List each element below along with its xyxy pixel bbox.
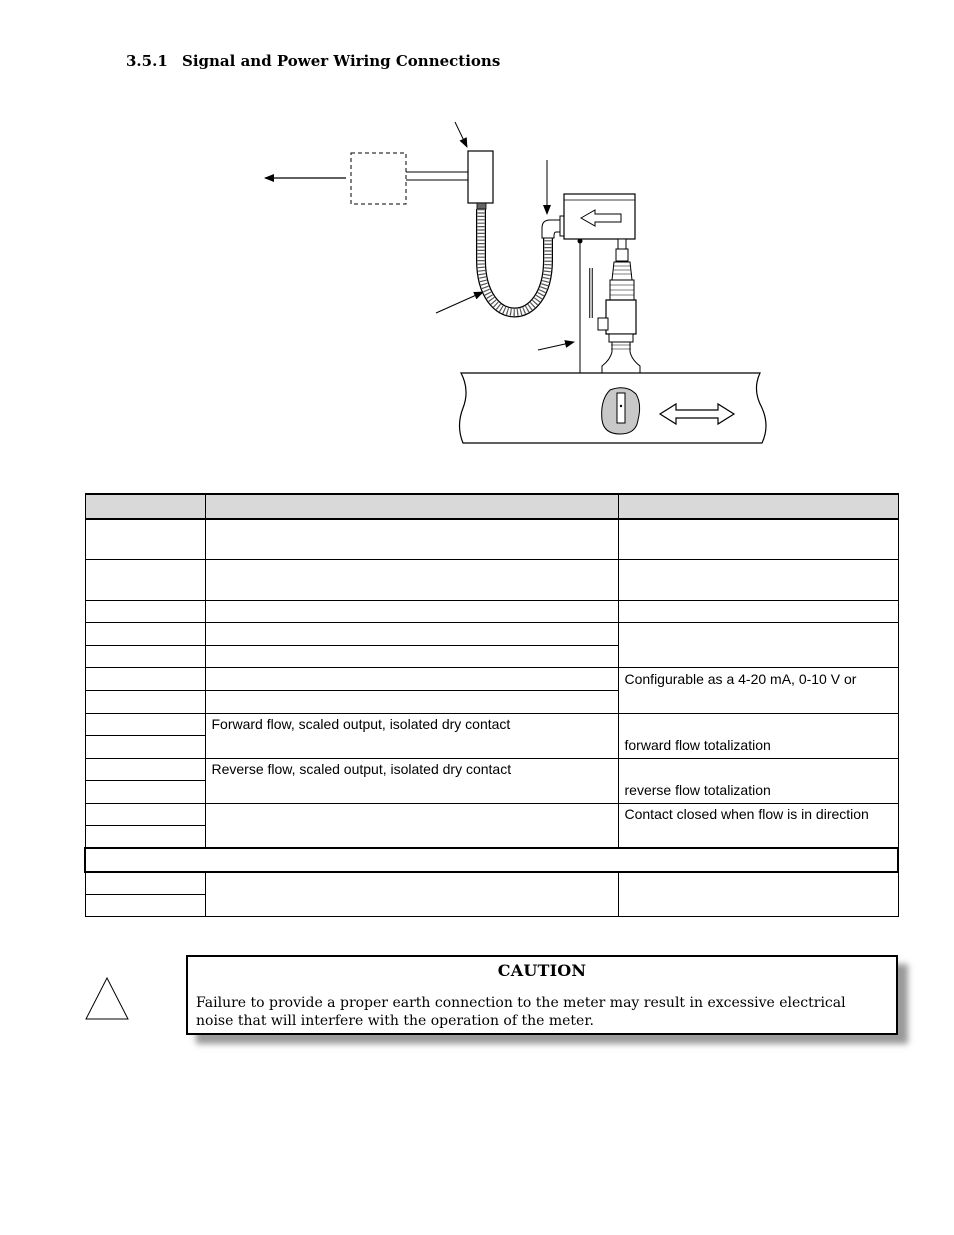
- table-cell: [85, 735, 205, 758]
- table-cell: [85, 894, 205, 916]
- table-cell: [85, 690, 205, 713]
- table-row: [85, 803, 898, 825]
- table-cell: [618, 622, 898, 667]
- table-header-cell: [618, 494, 898, 519]
- ground-wire-pointer: [538, 342, 574, 350]
- junction-box: [468, 151, 493, 203]
- table-cell: Reverse flow, scaled output, isolated dry contact: [205, 758, 618, 803]
- table-cell: [618, 519, 898, 559]
- caution-title: CAUTION: [497, 961, 587, 980]
- table-cell: [85, 559, 205, 600]
- table-cell: [205, 803, 618, 848]
- table-row: [85, 667, 898, 690]
- table-cell: [85, 645, 205, 667]
- table-cell: reverse flow totalization: [618, 758, 898, 803]
- section-title: Signal and Power Wiring Connections: [182, 52, 501, 70]
- table-cell: [85, 519, 205, 559]
- isolation-valve: [606, 300, 636, 334]
- wiring-table: [84, 493, 899, 917]
- table-header-cell: [205, 494, 618, 519]
- table-cell: [205, 600, 618, 622]
- table-cell: [205, 559, 618, 600]
- table-cell: [85, 758, 205, 780]
- table-cell: Forward flow, scaled output, isolated dry contact: [205, 713, 618, 758]
- table-cell: [85, 780, 205, 803]
- table-row: [85, 559, 898, 600]
- table-cell: Contact closed when flow is in direction: [618, 803, 898, 848]
- table-section-row: [85, 848, 898, 872]
- table-row: [85, 713, 898, 735]
- table-cell: [85, 622, 205, 645]
- table-cell: Configurable as a 4-20 mA, 0-10 V or: [618, 667, 898, 713]
- section-number: 3.5.1: [126, 52, 168, 70]
- caution-box: [186, 955, 898, 1035]
- table-cell: [85, 803, 205, 825]
- table-row: [85, 622, 898, 645]
- caution-text-line: Failure to provide a proper earth connection to the meter may result in excessive electrical: [196, 995, 846, 1011]
- remote-device-box: [351, 153, 406, 204]
- wiring-diagram: [0, 0, 954, 470]
- table-cell: [85, 825, 205, 848]
- caution-text-line: noise that will interfere with the operation of the meter.: [196, 1013, 594, 1029]
- table-row: [85, 758, 898, 780]
- table-row: [85, 600, 898, 622]
- table-cell: [205, 519, 618, 559]
- table-cell: [85, 872, 205, 894]
- table-cell: [85, 667, 205, 690]
- table-header-row: [85, 494, 898, 519]
- table-row: [85, 519, 898, 559]
- table-row: [85, 872, 898, 894]
- table-cell: [205, 690, 618, 713]
- junction-box-pointer: [455, 122, 467, 147]
- table-cell: [618, 600, 898, 622]
- table-cell: [85, 600, 205, 622]
- table-cell: [618, 559, 898, 600]
- table-section-cell: [85, 848, 898, 872]
- caution-text: [196, 994, 888, 1030]
- table-cell: [205, 872, 618, 916]
- table-header-cell: [85, 494, 205, 519]
- warning-triangle-icon: [85, 976, 131, 1022]
- table-cell: [205, 667, 618, 690]
- table-cell: [618, 872, 898, 916]
- table-cell: [205, 645, 618, 667]
- table-cell: [205, 622, 618, 645]
- table-cell: forward flow totalization: [618, 713, 898, 758]
- table-cell: [85, 713, 205, 735]
- conduit-pointer: [436, 292, 483, 313]
